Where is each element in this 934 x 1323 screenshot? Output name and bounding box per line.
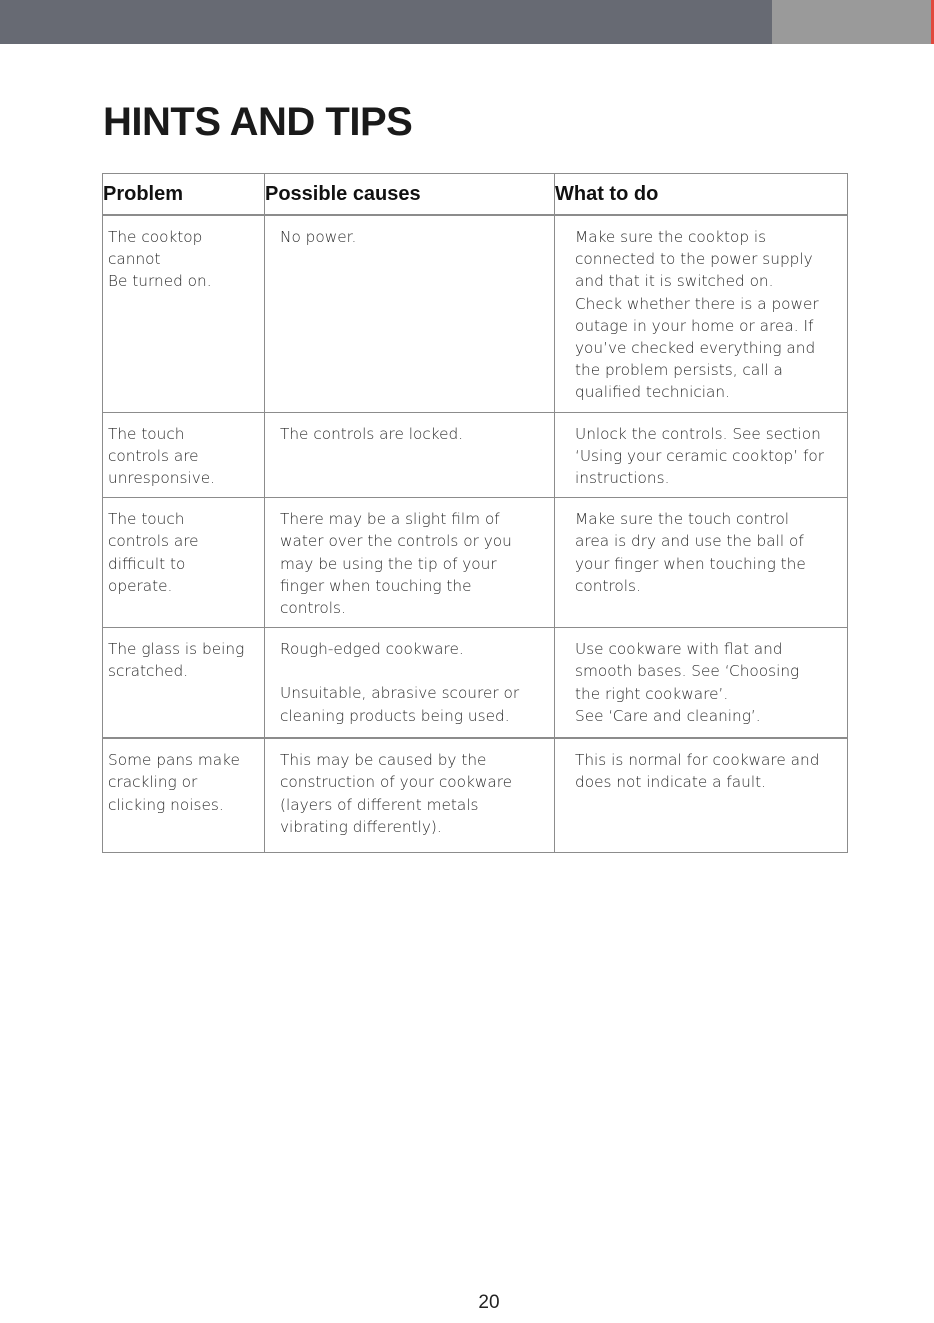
action-text: ‘Using your ceramic cooktop’ for bbox=[575, 446, 824, 465]
action-text: instructions. bbox=[575, 469, 670, 488]
action-text: the problem persists, call a bbox=[575, 361, 783, 380]
problem-cell bbox=[103, 738, 265, 853]
causes-cell bbox=[265, 412, 555, 498]
action-text: Unlock the controls. See section bbox=[575, 424, 821, 443]
causes-text: This may be caused by the bbox=[280, 751, 487, 770]
action-text: Check whether there is a power bbox=[575, 294, 819, 313]
problem-text: cannot bbox=[108, 250, 161, 269]
causes-cell bbox=[265, 215, 555, 412]
action-text: outage in your home or area. If bbox=[575, 316, 814, 335]
paragraph-gap bbox=[280, 660, 546, 682]
causes-text: There may be a slight film of bbox=[280, 510, 500, 529]
causes-cell bbox=[265, 738, 555, 853]
action-text: This is normal for cookware and bbox=[575, 751, 820, 770]
page-number: 20 bbox=[478, 1292, 500, 1313]
page-title: HINTS AND TIPS bbox=[103, 100, 413, 144]
causes-cell bbox=[265, 628, 555, 739]
action-text: your finger when touching the bbox=[575, 554, 806, 573]
problem-text: unresponsive. bbox=[108, 469, 216, 488]
problem-text: scratched. bbox=[108, 662, 189, 681]
problem-text: The touch bbox=[108, 510, 185, 529]
action-text: Use cookware with flat and bbox=[575, 640, 783, 659]
action-text: Make sure the cooktop is bbox=[575, 228, 767, 246]
header-problem: Problem bbox=[103, 174, 265, 216]
causes-text: vibrating differently). bbox=[280, 817, 442, 836]
causes-text: may be using the tip of your bbox=[280, 554, 497, 573]
header-bar-tab bbox=[772, 0, 931, 44]
action-cell bbox=[555, 628, 848, 739]
problem-text: The cooktop bbox=[108, 228, 203, 246]
causes-text: finger when touching the bbox=[280, 576, 472, 595]
table-row bbox=[103, 628, 848, 739]
problem-text: Be turned on. bbox=[108, 272, 212, 291]
action-text: Make sure the touch control bbox=[575, 510, 790, 529]
problem-cell bbox=[103, 628, 265, 739]
action-cell bbox=[555, 215, 848, 412]
problem-text: clicking noises. bbox=[108, 795, 224, 814]
causes-text: cleaning products being used. bbox=[280, 706, 510, 725]
causes-text: construction of your cookware bbox=[280, 773, 513, 792]
problem-cell bbox=[103, 498, 265, 628]
causes-text: water over the controls or you bbox=[280, 532, 512, 551]
action-text: See ‘Care and cleaning’. bbox=[575, 706, 761, 725]
causes-text: No power. bbox=[280, 228, 357, 246]
hints-table bbox=[102, 173, 848, 853]
problem-text: controls are bbox=[108, 446, 199, 465]
action-text: does not indicate a fault. bbox=[575, 773, 766, 792]
action-text: area is dry and use the ball of bbox=[575, 532, 804, 551]
action-text: connected to the power supply bbox=[575, 250, 813, 269]
problem-text: difficult to bbox=[108, 554, 186, 573]
causes-text: controls. bbox=[280, 599, 346, 618]
action-text: smooth bases. See ‘Choosing bbox=[575, 662, 800, 681]
problem-text: The touch bbox=[108, 424, 185, 443]
problem-text: Some pans make bbox=[108, 751, 240, 770]
problem-cell bbox=[103, 215, 265, 412]
causes-text: The controls are locked. bbox=[280, 424, 464, 443]
problem-text: The glass is being bbox=[108, 640, 245, 659]
action-text: and that it is switched on. bbox=[575, 272, 774, 291]
table-row bbox=[103, 215, 848, 412]
table-header-row bbox=[103, 174, 848, 216]
causes-text: (layers of different metals bbox=[280, 795, 479, 814]
table-row bbox=[103, 738, 848, 853]
problem-text: controls are bbox=[108, 532, 199, 551]
table-row bbox=[103, 498, 848, 628]
causes-cell bbox=[265, 498, 555, 628]
table-row bbox=[103, 412, 848, 498]
action-cell bbox=[555, 498, 848, 628]
problem-cell bbox=[103, 412, 265, 498]
action-cell bbox=[555, 412, 848, 498]
causes-text: Rough-edged cookware. bbox=[280, 640, 464, 659]
problem-text: crackling or bbox=[108, 773, 198, 792]
action-text: qualified technician. bbox=[575, 383, 730, 402]
problem-text: operate. bbox=[108, 576, 173, 595]
action-text: controls. bbox=[575, 576, 641, 595]
header-possible-causes: Possible causes bbox=[265, 174, 555, 216]
action-text: the right cookware’. bbox=[575, 684, 729, 703]
causes-text: Unsuitable, abrasive scourer or bbox=[280, 684, 520, 703]
header-bar bbox=[0, 0, 772, 44]
action-cell bbox=[555, 738, 848, 853]
header-what-to-do: What to do bbox=[555, 174, 848, 216]
action-text: you’ve checked everything and bbox=[575, 339, 816, 358]
